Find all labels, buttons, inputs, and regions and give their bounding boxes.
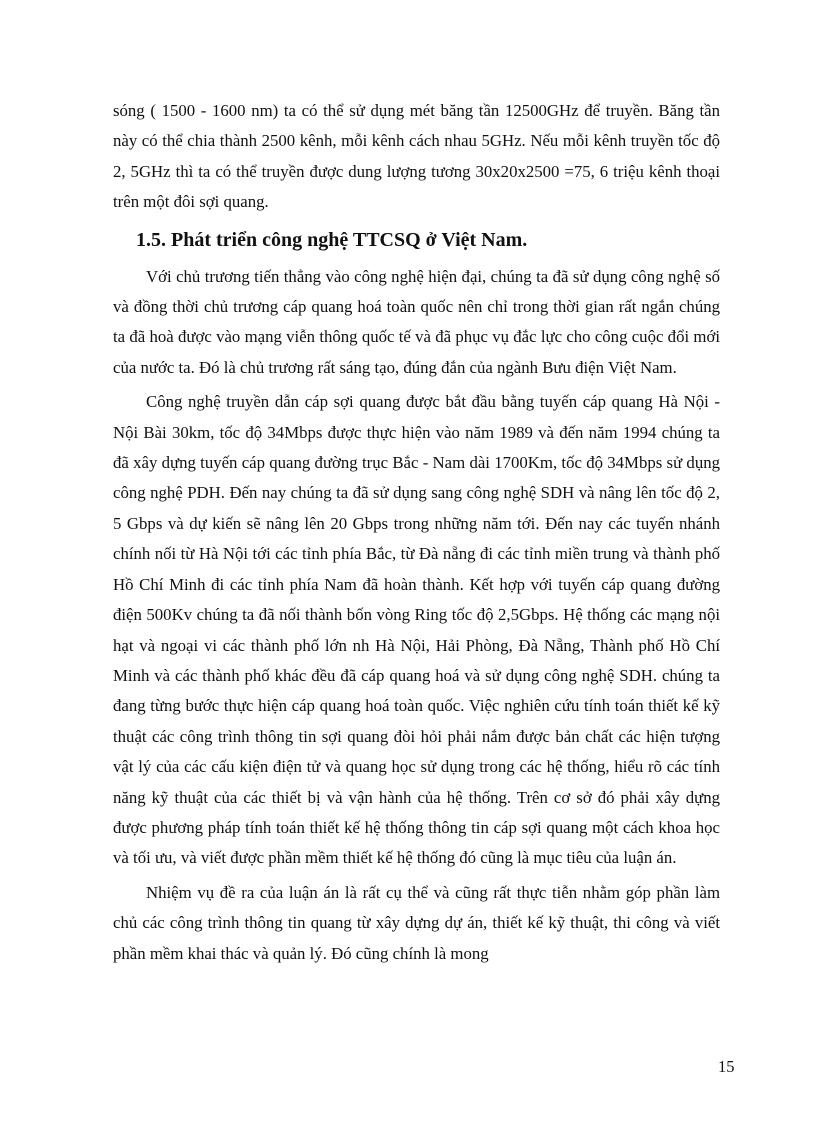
section-heading: 1.5. Phát triển công nghệ TTCSQ ở Việt Nam. (136, 228, 528, 251)
section-paragraph-3: Nhiệm vụ đề ra của luận án là rất cụ thể và cũng rất thực tiễn nhằm góp phần làm chủ các công trình thông tin quang từ xây dựng dự án, thiết kế kỹ thuật, thi công và viết phần mềm khai thác và quản lý. Đó cũng chính là mong (113, 882, 720, 963)
page-body (113, 96, 720, 969)
section-paragraph-2: Công nghệ truyền dẫn cáp sợi quang được bắt đầu bằng tuyến cáp quang Hà Nội - Nội Bài 30km, tốc độ 34Mbps được thực hiện vào năm 1989 và đến năm 1994 chúng ta đã xây dựng tuyến cáp quang đường trục Bắc - Nam dài 1700Km, tốc độ 34Mbps sử dụng công nghệ PDH. Đến nay chúng ta đã sử dụng sang công nghệ SDH và nâng lên tốc độ 2, 5 Gbps và dự kiến sẽ nâng lên 20 Gbps trong những năm tới. Đến nay các tuyến nhánh chính nối từ Hà Nội tới các tỉnh phía Bắc, từ Đà nẵng đi các tỉnh miền trung và thành phố Hồ Chí Minh đi các tỉnh phía Nam đã hoàn thành. Kết hợp với tuyến cáp quang đường điện 500Kv chúng ta đã nối thành bốn vòng Ring tốc độ 2,5Gbps. Hệ thống các mạng nội hạt và ngoại vi các thành phố lớn nh Hà Nội, Hải Phòng, Đà Nẵng, Thành phố Hồ Chí Minh và các thành phố khác đều đã cáp quang hoá và sử dụng công nghệ SDH. chúng ta đang từng bước thực hiện cáp quang hoá toàn quốc. Việc nghiên cứu tính toán thiết kế kỹ thuật các công trình thông tin sợi quang đòi hỏi phải nắm được bản chất các hiện tượng vật lý của các cấu kiện điện tử và quang học sử dụng trong các hệ thống, hiểu rõ các tính năng kỹ thuật của các thiết bị và vận hành của hệ thống. Trên cơ sở đó phải xây dựng được phương pháp tính toán thiết kế hệ thống thông tin cáp sợi quang một cách khoa học và tối ưu, và viết được phần mềm thiết kế hệ thống đó cũng là mục tiêu của luận án. (113, 392, 720, 868)
continued-paragraph: sóng ( 1500 - 1600 nm) ta có thể sử dụng mét băng tần 12500GHz để truyền. Băng tần này có thể chia thành 2500 kênh, mỗi kênh cách nhau 5GHz. Nếu mỗi kênh truyền tốc độ 2, 5GHz thì ta có thể truyền được dung lượng tương 30x20x2500 =75, 6 triệu kênh thoại trên một đôi sợi quang. (113, 101, 720, 212)
page-number: 15 (718, 1057, 735, 1076)
section-paragraph-1: Với chủ trương tiến thẳng vào công nghệ hiện đại, chúng ta đã sử dụng công nghệ số và đồng thời chủ trương cáp quang hoá toàn quốc nên chỉ trong thời gian rất ngắn chúng ta đã hoà được vào mạng viễn thông quốc tế và đã phục vụ đắc lực cho công cuộc đổi mới của nước ta. Đó là chủ trương rất sáng tạo, đúng đắn của ngành Bưu điện Việt Nam. (113, 266, 720, 377)
